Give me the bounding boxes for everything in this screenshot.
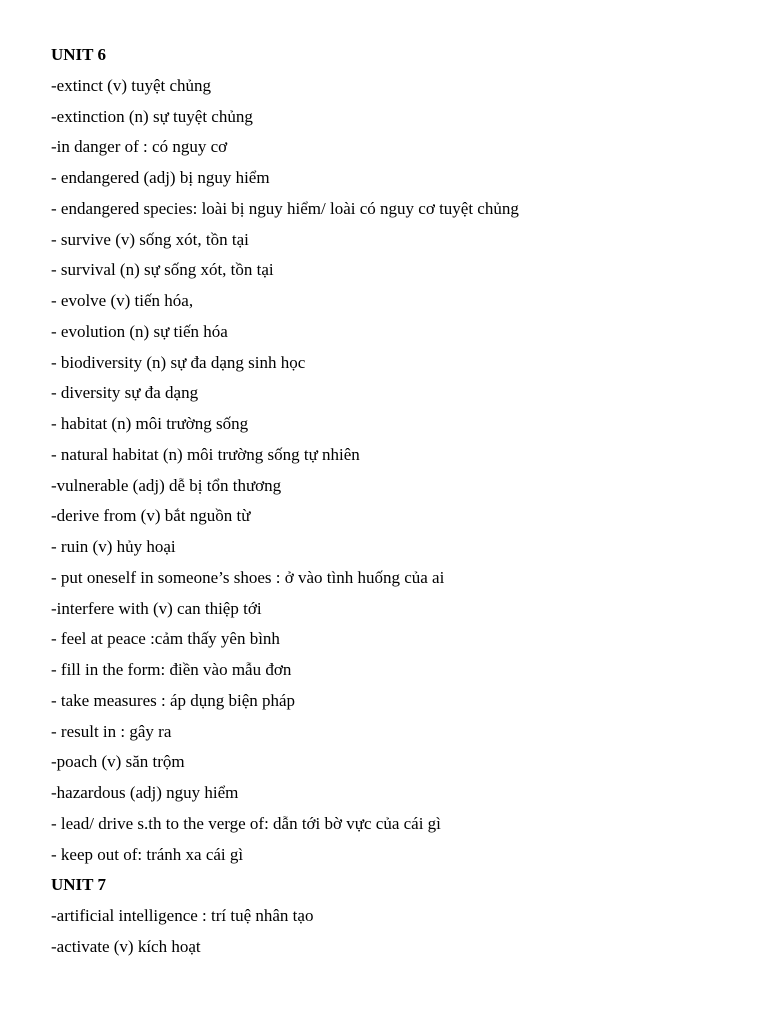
- document-page: [51, 40, 751, 963]
- vocab-entry: - endangered (adj) bị nguy hiểm: [51, 168, 270, 187]
- vocab-entry: - survive (v) sống xót, tồn tại: [51, 229, 249, 249]
- vocab-entry: -interfere with (v) can thiệp tới: [51, 598, 262, 618]
- vocab-entry: -in danger of : có nguy cơ: [51, 137, 228, 157]
- unit-heading: UNIT 7: [51, 875, 106, 895]
- vocab-entry: -poach (v) săn trộm: [51, 752, 185, 772]
- vocab-entry: - survival (n) sự sống xót, tồn tại: [51, 260, 274, 280]
- unit-heading: UNIT 6: [51, 45, 106, 64]
- vocab-entry: - keep out of: tránh xa cái gì: [51, 844, 244, 864]
- vocab-entry: - habitat (n) môi trường sống: [51, 414, 249, 433]
- vocab-entry: -vulnerable (adj) dễ bị tổn thương: [51, 475, 282, 495]
- vocab-entry: - feel at peace :cảm thấy yên bình: [51, 629, 280, 649]
- vocab-entry: - natural habitat (n) môi trường sống tự nhiên: [51, 444, 360, 464]
- vocab-entry: - lead/ drive s.th to the verge of: dẫn tới bờ vực của cái gì: [51, 813, 441, 833]
- vocab-entry: - diversity sự đa dạng: [51, 383, 199, 403]
- vocab-entry: - evolve (v) tiến hóa,: [51, 291, 194, 310]
- vocab-entry: - result in : gây ra: [51, 721, 172, 741]
- vocab-entry: - take measures : áp dụng biện pháp: [51, 690, 296, 710]
- vocab-entry: -derive from (v) bắt nguồn từ: [51, 506, 251, 526]
- vocab-entry: -extinction (n) sự tuyệt chủng: [51, 106, 253, 126]
- vocab-entry: -activate (v) kích hoạt: [51, 936, 201, 956]
- vocab-entry: - put oneself in someone’s shoes : ở vào tình huống của ai: [51, 567, 445, 587]
- vocab-entry: -artificial intelligence : trí tuệ nhân tạo: [51, 906, 314, 925]
- vocab-entry: -hazardous (adj) nguy hiểm: [51, 783, 239, 802]
- vocab-entry: - endangered species: loài bị nguy hiểm/ loài có nguy cơ tuyệt chủng: [51, 198, 519, 218]
- vocab-entry: - evolution (n) sự tiến hóa: [51, 321, 228, 341]
- vocab-entry: - ruin (v) hủy hoại: [51, 537, 176, 556]
- vocab-entry: -extinct (v) tuyệt chủng: [51, 75, 212, 95]
- vocab-entry: - biodiversity (n) sự đa dạng sinh học: [51, 352, 306, 372]
- vocab-entry: - fill in the form: điền vào mẫu đơn: [51, 660, 292, 679]
